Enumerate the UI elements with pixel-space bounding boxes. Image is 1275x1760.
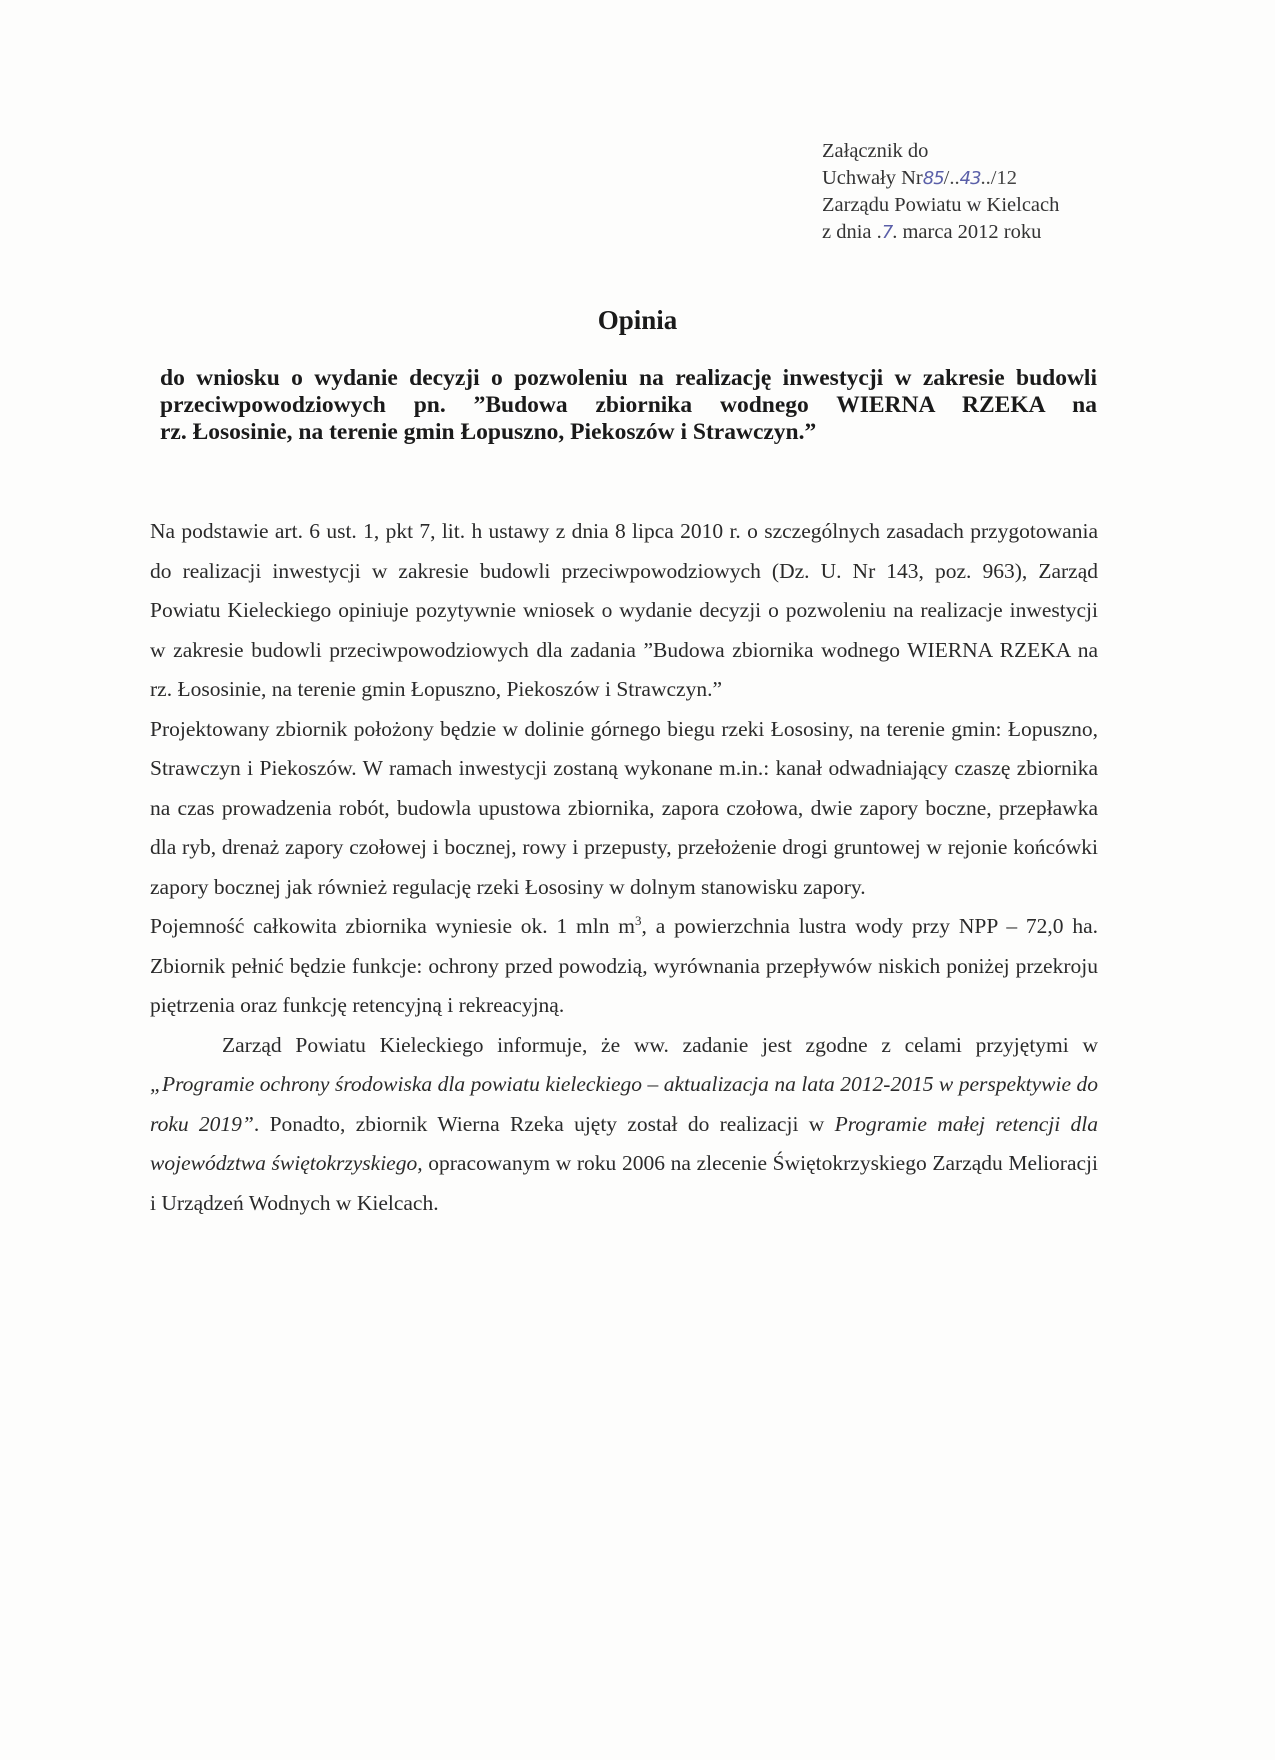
capacity-text-b: , a powierzchnia lustra wody przy NPP – 72,0 ha. Zbiornik pełnić będzie funkcje: ochrony przed powodzią, wyrównania przepływów niskich poniżej przekroju piętrzenia oraz funkcję retencyjną i rekreacyjną.	[150, 914, 1098, 1017]
header-line-1: Załącznik do	[822, 140, 929, 162]
program-title-retention: Programie małej retencji dla województwa świętokrzyskiego,	[150, 1111, 1098, 1175]
compliance-text-b: . Ponadto, zbiornik Wierna Rzeka ujęty został do realizacji w	[253, 1111, 835, 1136]
document-body	[150, 512, 1098, 1223]
header-line-4-prefix: z dnia .	[822, 221, 882, 243]
paragraph-capacity	[150, 907, 1098, 1026]
document-title: Opinia	[597, 305, 678, 335]
header-line-3: Zarządu Powiatu w Kielcach	[822, 194, 1060, 216]
header-line-2-sep: /	[943, 167, 950, 189]
subtitle-line-2: przeciwpowodziowych pn. ”Budowa zbiornika wodnego WIERNA RZEKA na	[160, 392, 1097, 418]
header-line-2-dots: ..	[949, 167, 960, 189]
header-line-2-suffix: ../12	[980, 167, 1017, 189]
subtitle-line-3: rz. Łososinie, na terenie gmin Łopuszno, Piekoszów i Strawczyn.”	[160, 419, 817, 445]
header-line-4-suffix: . marca 2012 roku	[892, 221, 1042, 243]
paragraph-compliance	[150, 1026, 1098, 1224]
handwritten-session-number: 43	[959, 168, 981, 189]
program-title-environment: „Programie ochrony środowiska dla powiatu kieleckiego – aktualizacja na lata 2012-2015 w perspektywie do roku 2019”	[150, 1072, 1098, 1136]
header-line-2	[822, 165, 1059, 192]
compliance-text-a: Zarząd Powiatu Kieleckiego informuje, że ww. zadanie jest zgodne z celami przyjętymi w	[222, 1032, 1098, 1057]
paragraph-project-description: Projektowany zbiornik położony będzie w dolinie górnego biegu rzeki Łososiny, na terenie gmin: Łopuszno, Strawczyn i Piekoszów. W ramach inwestycji zostaną wykonane m.in.: kanał odwadniający czaszę zbiornika na czas prowadzenia robót, budowla upustowa zbiornika, zapora czołowa, dwie zapory boczne, przepławka dla ryb, drenaż zapory czołowej i bocznej, rowy i przepusty, przełożenie drogi gruntowej w rejonie końcówki zapory bocznej jak również regulację rzeki Łososiny w dolnym stanowisku zapory.	[150, 716, 1098, 899]
capacity-text-a: Pojemność całkowita zbiornika wyniesie ok. 1 mln m	[150, 914, 636, 938]
handwritten-resolution-number: 85	[922, 168, 944, 189]
attachment-header	[822, 138, 1059, 246]
document-subtitle	[160, 365, 1097, 446]
cubic-superscript: 3	[635, 912, 642, 928]
subtitle-line-1: do wniosku o wydanie decyzji o pozwoleniu na realizację inwestycji w zakresie budowli	[160, 365, 1097, 391]
compliance-text-c: opracowanym w roku 2006 na zlecenie Świętokrzyskiego Zarządu Melioracji i Urządzeń Wodnych w Kielcach.	[150, 1151, 1098, 1215]
handwritten-day: 7	[881, 222, 893, 243]
paragraph-legal-basis: Na podstawie art. 6 ust. 1, pkt 7, lit. h ustawy z dnia 8 lipca 2010 r. o szczególnych zasadach przygotowania do realizacji inwestycji w zakresie budowli przeciwpowodziowych (Dz. U. Nr 143, poz. 963), Zarząd Powiatu Kieleckiego opiniuje pozytywnie wniosek o wydanie decyzji o pozwoleniu na realizacje inwestycji w zakresie budowli przeciwpowodziowych dla zadania ”Budowa zbiornika wodnego WIERNA RZEKA na rz. Łososinie, na terenie gmin Łopuszno, Piekoszów i Strawczyn.”	[150, 519, 1098, 701]
header-line-2-prefix: Uchwały Nr	[822, 167, 923, 189]
header-line-4	[822, 219, 1059, 246]
